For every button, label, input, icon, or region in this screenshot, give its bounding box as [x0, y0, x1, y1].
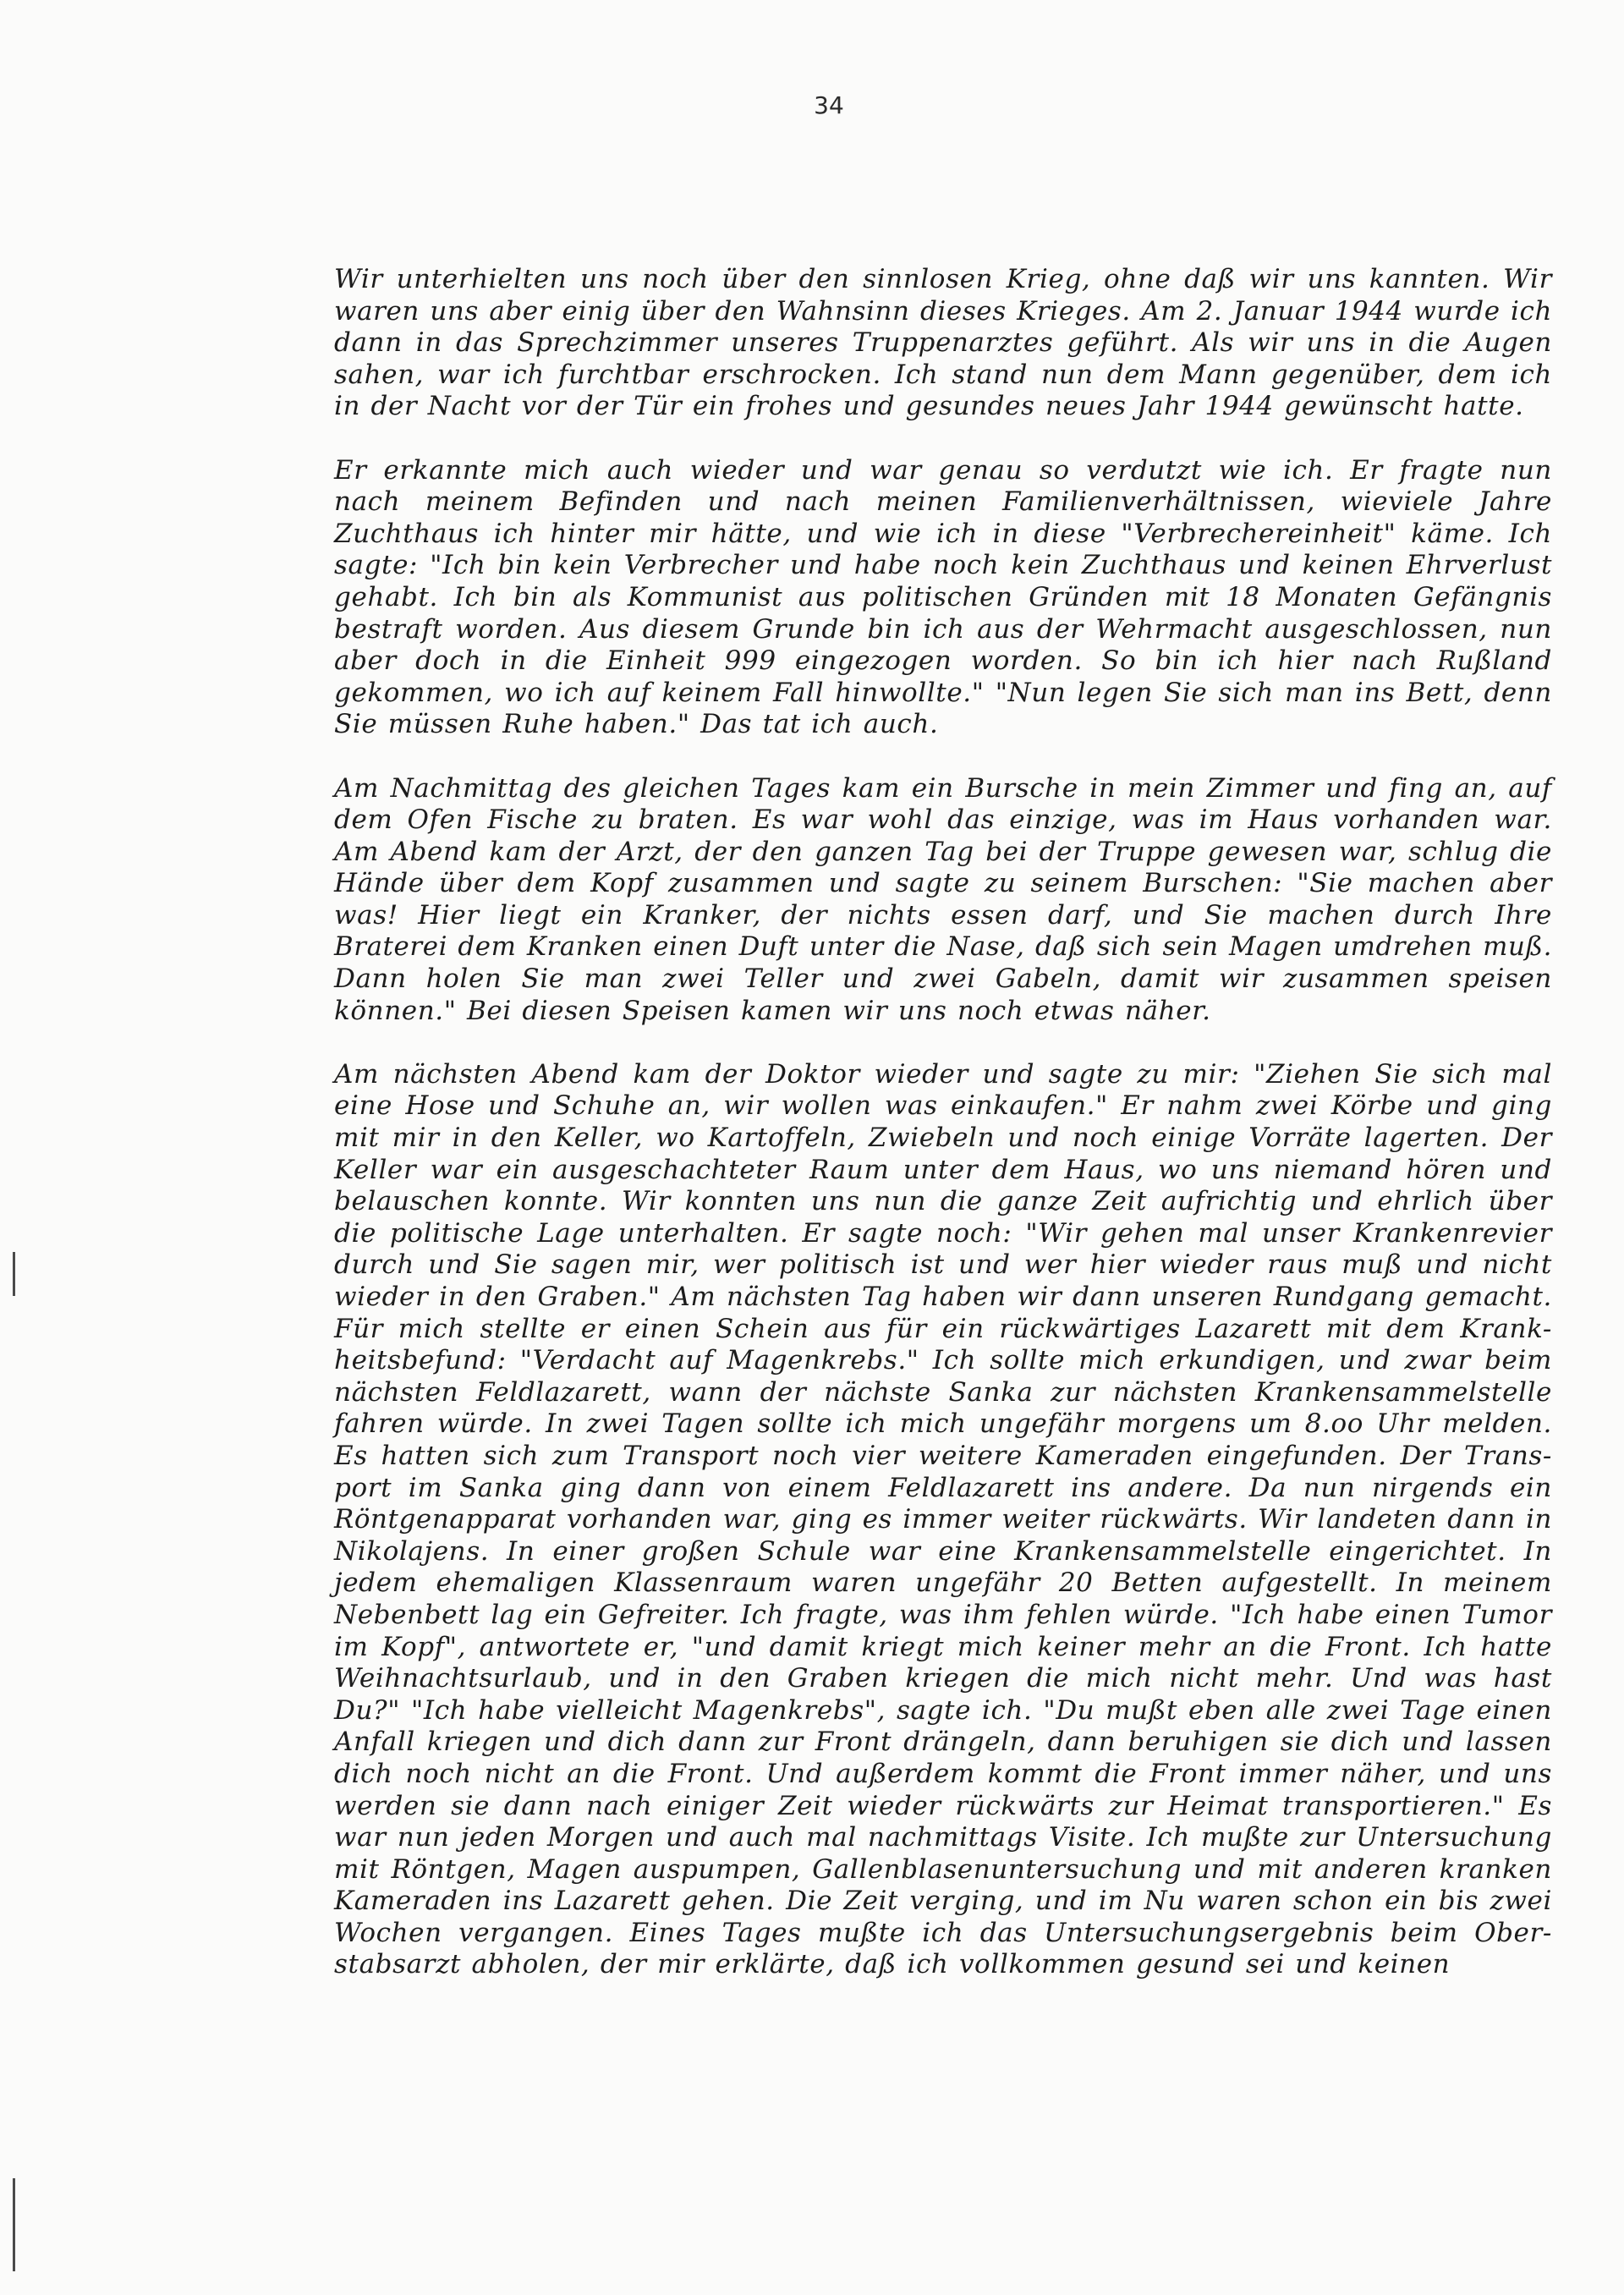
text-line: Du?" "Ich habe vielleicht Magenkrebs", sagte ich. "Du mußt eben alle zwei Tage einen	[334, 1694, 1552, 1726]
text-line: mit mir in den Keller, wo Kartoffeln, Zwiebeln und noch einige Vorräte lagerten. Der	[334, 1123, 1552, 1154]
text-line: Wir unterhielten uns noch über den sinnlosen Krieg, ohne daß wir uns kannten. Wir	[334, 264, 1552, 294]
text-line: bestraft worden. Aus diesem Grunde bin ich aus der Wehrmacht ausgeschlossen, nun	[334, 613, 1552, 645]
text-line: im Kopf", antwortete er, "und damit kriegt mich keiner mehr an die Front. Ich hatte	[334, 1631, 1552, 1662]
body-text	[334, 264, 1552, 2013]
text-line: stabsarzt abholen, der mir erklärte, daß ich vollkommen gesund sei und keinen	[334, 1949, 1451, 1980]
text-line: mit Röntgen, Magen auspumpen, Gallenblasenuntersuchung und mit anderen kranken	[334, 1853, 1552, 1885]
text-line: Weihnachtsurlaub, und in den Graben kriegen die mich nicht mehr. Und was hast	[334, 1663, 1552, 1694]
text-line: Anfall kriegen und dich dann zur Front drängeln, dann beruhigen sie dich und lassen	[334, 1727, 1552, 1758]
paragraph	[334, 1059, 1552, 1981]
text-line: nächsten Feldlazarett, wann der nächste Sanka zur nächsten Krankensammelstelle	[334, 1376, 1552, 1408]
text-line: durch und Sie sagen mir, wer politisch ist und wer hier wieder raus muß und nicht	[334, 1249, 1552, 1281]
text-line: gehabt. Ich bin als Kommunist aus politischen Gründen mit 18 Monaten Gefängnis	[334, 581, 1552, 612]
text-line: die politische Lage unterhalten. Er sagte noch: "Wir gehen mal unser Krankenrevier	[334, 1217, 1552, 1249]
page-number: 34	[814, 91, 844, 119]
text-line: gekommen, wo ich auf keinem Fall hinwollte." "Nun legen Sie sich man ins Bett, denn	[334, 677, 1552, 708]
text-line: fahren würde. In zwei Tagen sollte ich mich ungefähr morgens um 8.oo Uhr melden.	[334, 1408, 1552, 1440]
text-line: waren uns aber einig über den Wahnsinn dieses Krieges. Am 2. Januar 1944 wurde ich	[334, 295, 1552, 327]
text-line: Es hatten sich zum Transport noch vier weitere Kameraden eingefunden. Der Trans-	[334, 1440, 1552, 1471]
paragraph	[334, 264, 1552, 423]
text-line: nach meinem Befinden und nach meinen Familienverhältnissen, wieviele Jahre	[334, 486, 1552, 518]
text-line: Für mich stellte er einen Schein aus für ein rückwärtiges Lazarett mit dem Krank-	[334, 1313, 1552, 1344]
text-line: Wochen vergangen. Eines Tages mußte ich das Untersuchungsergebnis beim Ober-	[334, 1917, 1552, 1948]
text-line: Am Abend kam der Arzt, der den ganzen Tag bei der Truppe gewesen war, schlug die	[334, 836, 1552, 867]
text-line: port im Sanka ging dann von einem Feldlazarett ins andere. Da nun nirgends ein	[334, 1472, 1552, 1503]
text-line: in der Nacht vor der Tür ein frohes und gesundes neues Jahr 1944 gewünscht hatte.	[334, 391, 1524, 422]
text-line: dem Ofen Fische zu braten. Es war wohl das einzige, was im Haus vorhanden war.	[334, 804, 1552, 836]
text-line: dich noch nicht an die Front. Und außerdem kommt die Front immer näher, und uns	[334, 1758, 1552, 1789]
scan-edge-mark	[13, 2178, 15, 2271]
text-line: heitsbefund: "Verdacht auf Magenkrebs." Ich sollte mich erkundigen, und zwar beim	[334, 1345, 1552, 1376]
text-line: Röntgenapparat vorhanden war, ging es immer weiter rückwärts. Wir landeten dann in	[334, 1504, 1553, 1535]
text-line: Keller war ein ausgeschachteter Raum unter dem Haus, wo uns niemand hören und	[334, 1154, 1552, 1185]
paragraph	[334, 455, 1552, 741]
text-line: können." Bei diesen Speisen kamen wir uns noch etwas näher.	[334, 995, 1211, 1026]
text-line: was! Hier liegt ein Kranker, der nichts essen darf, und Sie machen durch Ihre	[334, 899, 1552, 931]
text-line: eine Hose und Schuhe an, wir wollen was einkaufen." Er nahm zwei Körbe und ging	[334, 1090, 1552, 1122]
text-line: Hände über dem Kopf zusammen und sagte zu seinem Burschen: "Sie machen aber	[334, 868, 1552, 899]
text-line: aber doch in die Einheit 999 eingezogen worden. So bin ich hier nach Rußland	[334, 645, 1552, 677]
text-line: sagte: "Ich bin kein Verbrecher und habe noch kein Zuchthaus und keinen Ehrverlust	[334, 550, 1552, 581]
text-line: jedem ehemaligen Klassenraum waren ungefähr 20 Betten aufgestellt. In meinem	[334, 1568, 1552, 1599]
text-line: Braterei dem Kranken einen Duft unter die Nase, daß sich sein Magen umdrehen muß.	[334, 931, 1552, 963]
text-line: Nikolajens. In einer großen Schule war eine Krankensammelstelle eingerichtet. In	[334, 1535, 1552, 1567]
text-line: Nebenbett lag ein Gefreiter. Ich fragte, was ihm fehlen würde. "Ich habe einen Tumor	[334, 1599, 1552, 1630]
scan-edge-mark	[13, 1252, 15, 1296]
paragraph	[334, 773, 1552, 1028]
text-line: Zuchthaus ich hinter mir hätte, und wie ich in diese "Verbrechereinheit" käme. Ich	[334, 518, 1552, 549]
text-line: werden sie dann nach einiger Zeit wieder rückwärts zur Heimat transportieren." Es	[334, 1790, 1552, 1821]
text-line: Am nächsten Abend kam der Doktor wieder und sagte zu mir: "Ziehen Sie sich mal	[334, 1058, 1552, 1090]
text-line: Dann holen Sie man zwei Teller und zwei Gabeln, damit wir zusammen speisen	[334, 964, 1552, 995]
text-line: Am Nachmittag des gleichen Tages kam ein Bursche in mein Zimmer und fing an, auf	[334, 772, 1552, 804]
text-line: belauschen konnte. Wir konnten uns nun die ganze Zeit aufrichtig und ehrlich über	[334, 1186, 1552, 1217]
text-line: Er erkannte mich auch wieder und war genau so verdutzt wie ich. Er fragte nun	[334, 454, 1552, 486]
text-line: war nun jeden Morgen und auch mal nachmittags Visite. Ich mußte zur Untersuchung	[334, 1822, 1552, 1853]
text-line: wieder in den Graben." Am nächsten Tag haben wir dann unseren Rundgang gemacht.	[334, 1282, 1552, 1312]
text-line: sahen, war ich furchtbar erschrocken. Ich stand nun dem Mann gegenüber, dem ich	[334, 359, 1552, 390]
text-line: Sie müssen Ruhe haben." Das tat ich auch.	[334, 709, 939, 740]
text-line: dann in das Sprechzimmer unseres Truppenarztes geführt. Als wir uns in die Augen	[334, 327, 1552, 359]
text-line: Kameraden ins Lazarett gehen. Die Zeit verging, und im Nu waren schon ein bis zwei	[334, 1886, 1552, 1917]
